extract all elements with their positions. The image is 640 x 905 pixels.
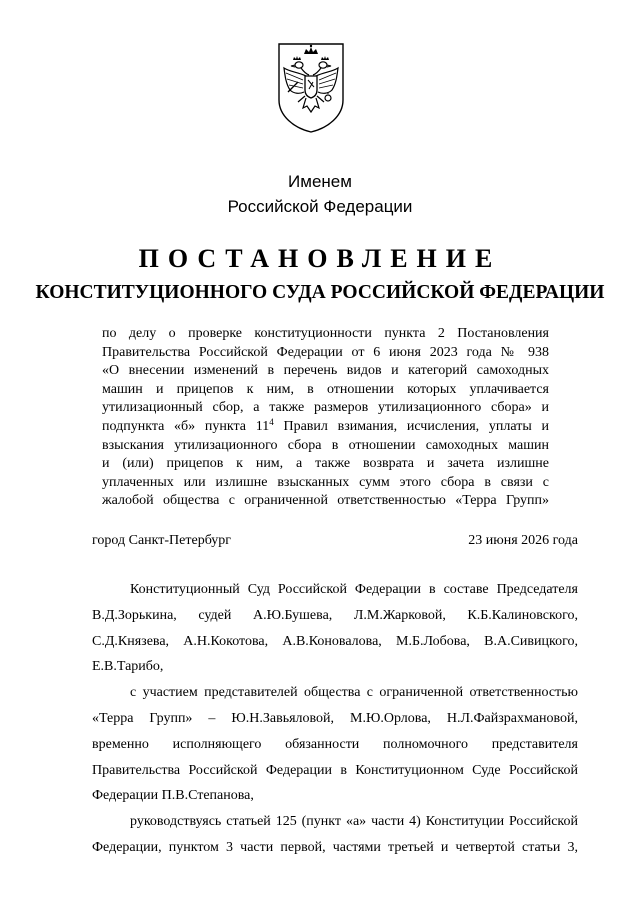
case-line: «О внесении изменений в перечень видов и категорий самоходных [102,363,549,379]
case-line-part: Правил взимания, исчисления, уплаты и [273,418,549,434]
court-name: КОНСТИТУЦИОННОГО СУДА РОССИЙСКОЙ ФЕДЕРАЦИИ [35,282,605,303]
case-line: машин и прицепов к ним, в отношении которых уплачивается [102,381,549,397]
paragraph-line: временно исполняющего обязанности полномочного представителя [92,736,578,752]
date: 23 июня 2026 года [468,533,578,548]
case-line-with-superscript [102,418,549,437]
in-name-line2: Российской Федерации [227,197,413,216]
paragraph-line: Федерации, пунктом 3 части первой, частями третьей и четвертой статьи 3, [92,839,578,855]
body-text [92,577,578,861]
case-line: Правительства Российской Федерации от 6 июня 2023 года № 938 [102,344,549,360]
paragraph-line: с участием представителей общества с ограниченной ответственностью [130,685,578,701]
case-line: по делу о проверке конституционности пункта 2 Постановления [102,326,549,341]
russian-coat-of-arms-icon [276,42,346,134]
document-title: ПОСТАНОВЛЕНИЕ [138,244,502,273]
paragraph-line: «Терра Групп» – Ю.Н.Завьяловой, М.Ю.Орлова, Н.Л.Файзрахмановой, [92,710,578,726]
paragraph-line: Е.В.Тарибо, [92,659,164,675]
paragraph-line: руководствуясь статьей 125 (пункт «а» части 4) Конституции Российской [130,814,578,830]
place: город Санкт-Петербург [92,533,232,548]
case-line: уплаченных или излишне взысканных сумм этого сбора в связи с [102,474,549,490]
case-line: утилизационный сбор, а также размеров утилизационного сбора» и [102,400,549,416]
case-line-part: подпункта «б» пункта 11 [102,418,270,434]
case-line: жалобой общества с ограниченной ответственностью «Терра Групп» [102,493,549,509]
case-line: и (или) прицепов к ним, а также возврата и зачета излишне [102,456,549,472]
paragraph-line: Федерации П.В.Степанова, [92,788,254,804]
in-name-line1: Именем [288,172,352,191]
case-line: взыскания утилизационного сбора в отношении самоходных машин [102,437,549,453]
paragraph-line: Конституционный Суд Российской Федерации в составе Председателя [130,582,578,597]
paragraph-line: В.Д.Зорькина, судей А.Ю.Бушева, Л.М.Жарковой, К.Б.Калиновского, [92,607,578,623]
superscript: 4 [269,417,274,427]
case-description [102,325,549,511]
paragraph-line: Правительства Российской Федерации в Конституционном Суде Российской [92,762,578,778]
paragraph-line: С.Д.Князева, А.Н.Кокотова, А.В.Коновалова, М.Б.Лобова, В.А.Сивицкого, [92,633,578,649]
